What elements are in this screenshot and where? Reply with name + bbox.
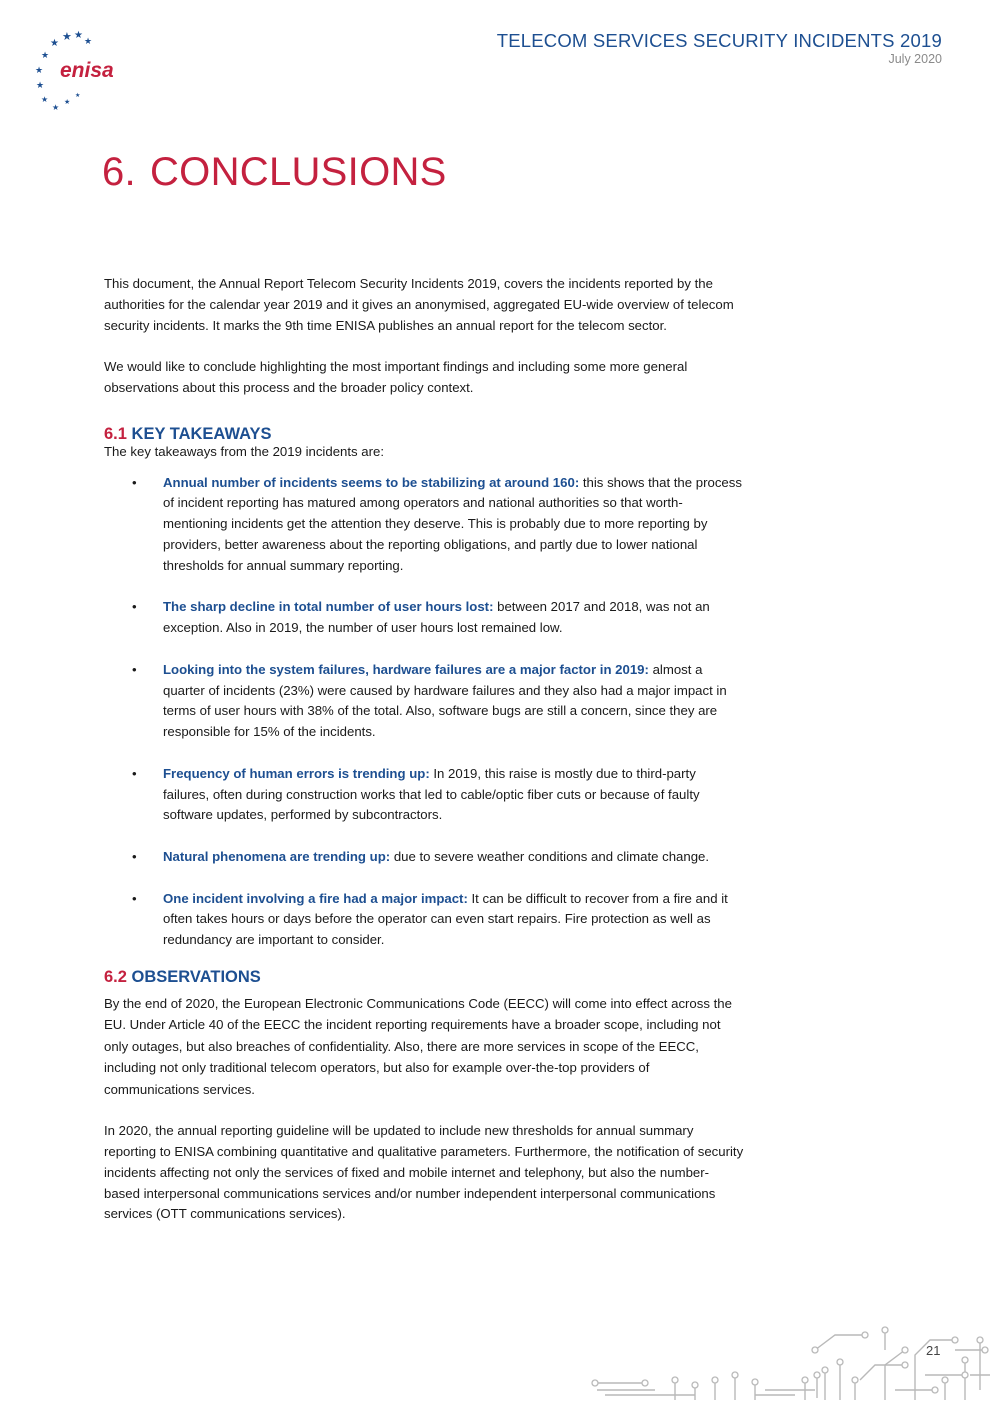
takeaways-list — [104, 473, 744, 951]
section-number: 6.2 — [104, 967, 127, 986]
logo-text: enisa — [60, 59, 114, 82]
svg-text:★: ★ — [64, 98, 71, 106]
svg-text:★: ★ — [52, 103, 60, 112]
svg-text:★: ★ — [75, 92, 81, 99]
chapter-title: CONCLUSIONS — [149, 150, 447, 194]
list-item: • One incident involving a fire had a major impact: It can be difficult to recover from a fire and it often takes hours or days before the operator can even start repairs. Fire protection as well as redundancy are important to consider. — [132, 890, 728, 948]
list-item: • Frequency of human errors is trending up: In 2019, this raise is mostly due to third-party failures, often during construction works that led to cable/optic fiber cuts or because of faulty software updates, performed by subcontractors. — [132, 765, 700, 823]
section-heading-key-takeaways — [104, 424, 744, 444]
list-item: • Annual number of incidents seems to be stabilizing at around 160: this shows that the process of incident reporting has matured among operators and national authorities so that worth-mentioning incidents get the attention they deserve. This is probably due to more reporting by providers, better awareness about the reporting obligations, and partly due to lower national thresholds for annual summary reporting. — [132, 474, 742, 573]
svg-text:★: ★ — [41, 95, 49, 104]
section-lead-in: The key takeaways from the 2019 incidents are: — [104, 443, 385, 459]
page-number: 21 — [926, 1343, 941, 1358]
circuit-decoration-icon — [585, 1320, 992, 1403]
list-item: • Looking into the system failures, hardware failures are a major factor in 2019: almost a quarter of incidents (23%) were caused by hardware failures and they also had a major impact in terms of user hours with 38% of the total. Also, software bugs are still a concern, since they are responsible for 15% of the incidents. — [132, 661, 727, 740]
svg-text:★: ★ — [62, 30, 72, 43]
chapter-number: 6. — [102, 150, 136, 194]
list-item: • The sharp decline in total number of user hours lost: between 2017 and 2018, was not an exception. Also in 2019, the number of user hours lost remained low. — [132, 599, 710, 636]
svg-text:★: ★ — [41, 51, 50, 61]
page-content — [104, 274, 744, 1225]
intro-paragraph: This document, the Annual Report Telecom Security Incidents 2019, covers the incidents reported by the authorities for the calendar year 2019 and it gives an anonymised, aggregated EU-wide overview of telecom security incidents. It marks the 9th time ENISA publishes an annual report for the telecom sector. — [104, 276, 734, 333]
section-title: OBSERVATIONS — [131, 967, 261, 986]
svg-text:★: ★ — [35, 66, 44, 76]
report-date: July 2020 — [888, 52, 942, 66]
list-item: • Natural phenomena are trending up: due to severe weather conditions and climate change. — [132, 848, 710, 864]
svg-text:★: ★ — [50, 38, 59, 49]
report-title: TELECOM SERVICES SECURITY INCIDENTS 2019 — [496, 30, 942, 51]
svg-text:★: ★ — [36, 81, 45, 91]
svg-text:★: ★ — [74, 30, 83, 41]
observations-paragraph: In 2020, the annual reporting guideline will be updated to include new thresholds for annual summary reporting to ENISA combining quantitative and qualitative parameters. Furthermore, the notification of security incidents affecting not only the services of fixed and mobile internet and telephony, but also the number-based interpersonal communications services and/or number independent interpersonal communications services (OTT communications services). — [104, 1123, 744, 1222]
section-heading-observations — [104, 967, 744, 987]
enisa-logo — [30, 28, 130, 113]
intro-paragraph: We would like to conclude highlighting the most important findings and including some more general observations about this process and the broader policy context. — [104, 359, 688, 395]
section-number: 6.1 — [104, 424, 127, 443]
observations-paragraph: By the end of 2020, the European Electronic Communications Code (EECC) will come into effect across the EU. Under Article 40 of the EECC the incident reporting requirements have a broader scope, including not only outages, but also breaches of confidentiality. Also, there are more services in scope of the EECC, including not only traditional telecom operators, but also for example over-the-top providers of communications services. — [104, 995, 732, 1097]
svg-text:★: ★ — [84, 37, 93, 47]
chapter-heading — [102, 150, 447, 195]
section-title: KEY TAKEAWAYS — [131, 424, 272, 443]
